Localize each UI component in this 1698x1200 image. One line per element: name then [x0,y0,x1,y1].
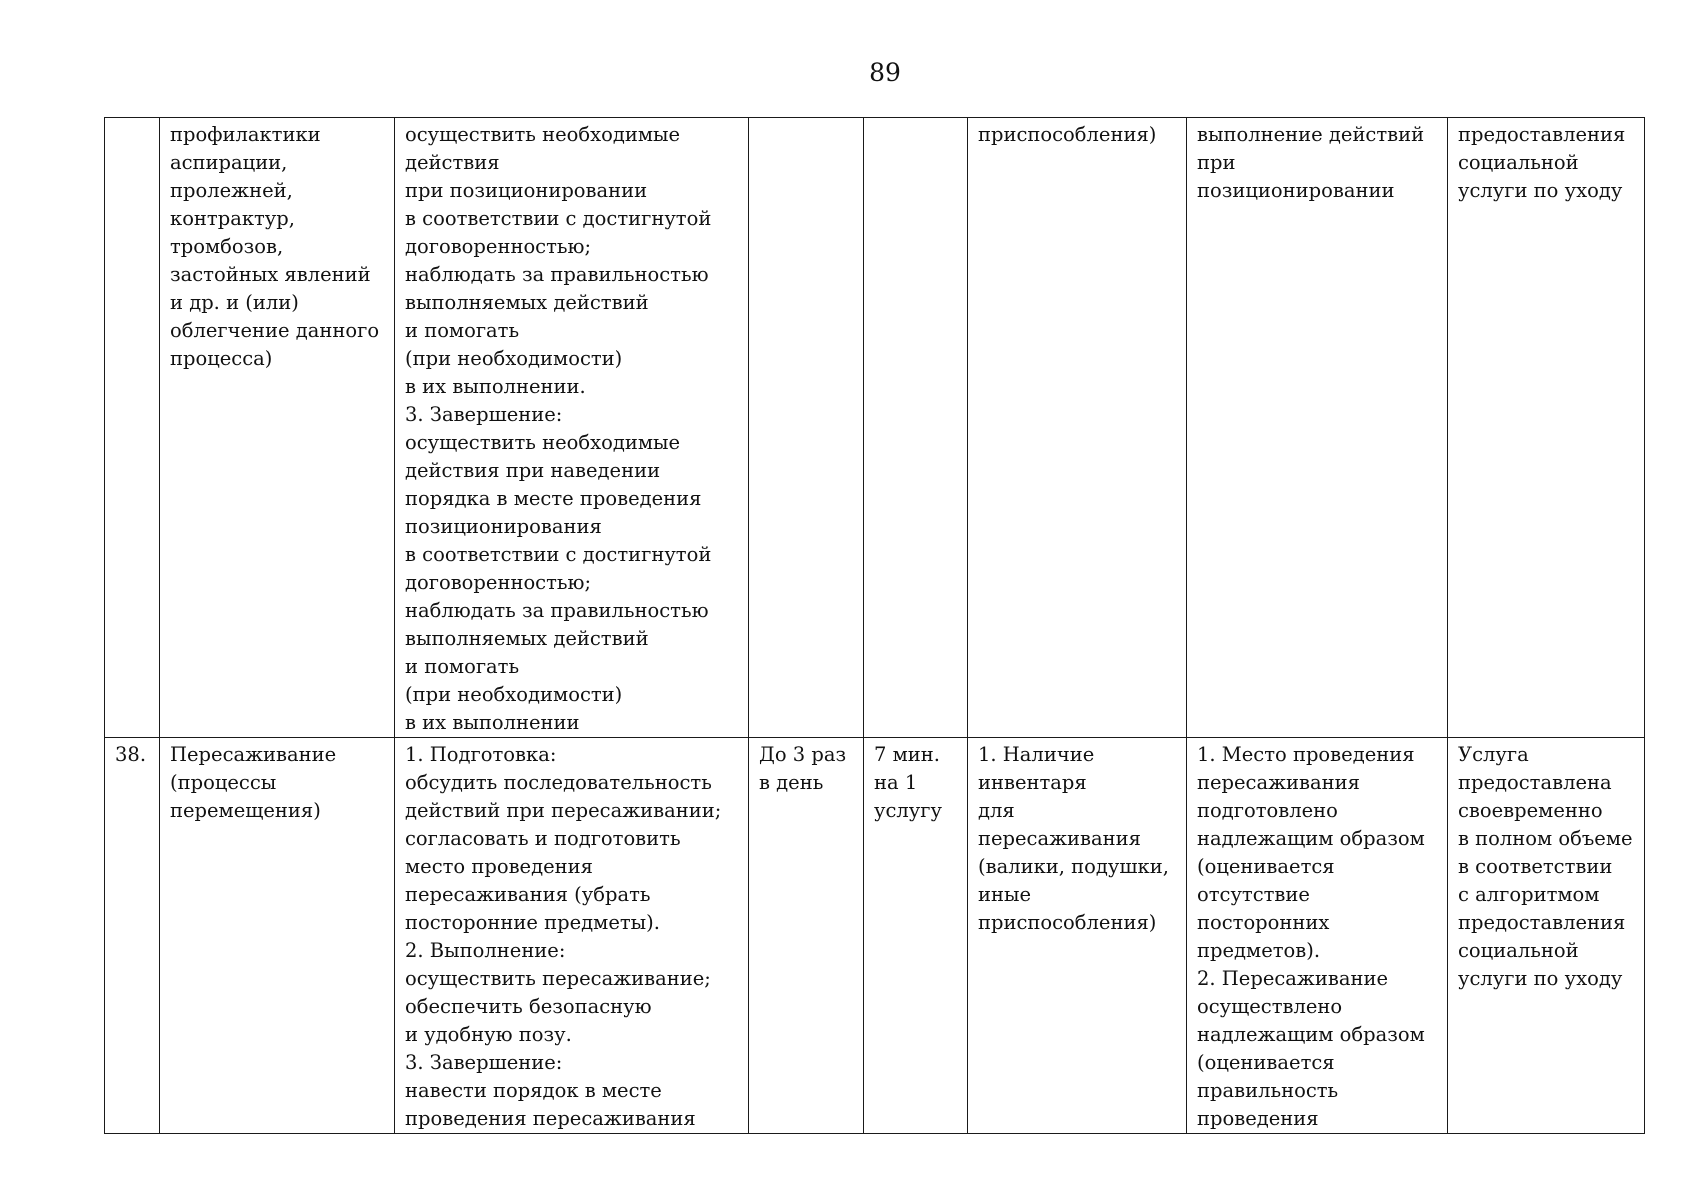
service-description-cell: 1. Подготовка: обсудить последовательность действий при пересаживании; согласовать и подготовить место проведения пересаживания (убрать посторонние предметы). 2. Выполнение: осуществить пересаживание; обеспечить безопасную и удобную позу. 3. Завершение: навести порядок в месте проведения пересаживания [395,738,749,1134]
frequency-cell [749,118,864,738]
duration-cell [864,118,968,738]
quality-indicators-cell: 1. Место проведения пересаживания подготовлено надлежащим образом (оценивается отсутствие посторонних предметов). 2. Пересаживание осуществлено надлежащим образом (оценивается правильность проведения [1187,738,1448,1134]
row-number-cell: 38. [105,738,160,1134]
duration-cell: 7 мин. на 1 услугу [864,738,968,1134]
service-name-cell: профилактики аспирации, пролежней, контрактур, тромбозов, застойных явлений и др. и (или) облегчение данного процесса) [160,118,395,738]
service-name-cell: Пересаживание (процессы перемещения) [160,738,395,1134]
row-number-cell [105,118,160,738]
conditions-cell: приспособления) [968,118,1187,738]
table-row [105,738,1645,1134]
quality-indicators-cell: выполнение действий при позиционировании [1187,118,1448,738]
services-table [104,117,1645,1134]
result-assessment-cell: Услуга предоставлена своевременно в полном объеме в соответствии с алгоритмом предоставления социальной услуги по уходу [1448,738,1645,1134]
result-assessment-cell: предоставления социальной услуги по уходу [1448,118,1645,738]
page-number: 89 [869,58,901,87]
table-row [105,118,1645,738]
conditions-cell: 1. Наличие инвентаря для пересаживания (валики, подушки, иные приспособления) [968,738,1187,1134]
frequency-cell: До 3 раз в день [749,738,864,1134]
service-description-cell: осуществить необходимые действия при позиционировании в соответствии с достигнутой договоренностью; наблюдать за правильностью выполняемых действий и помогать (при необходимости) в их выполнении. 3. Завершение: осуществить необходимые действия при наведении порядка в месте проведения позиционирования в соответствии с достигнутой договоренностью; наблюдать за правильностью выполняемых действий и помогать (при необходимости) в их выполнении [395,118,749,738]
